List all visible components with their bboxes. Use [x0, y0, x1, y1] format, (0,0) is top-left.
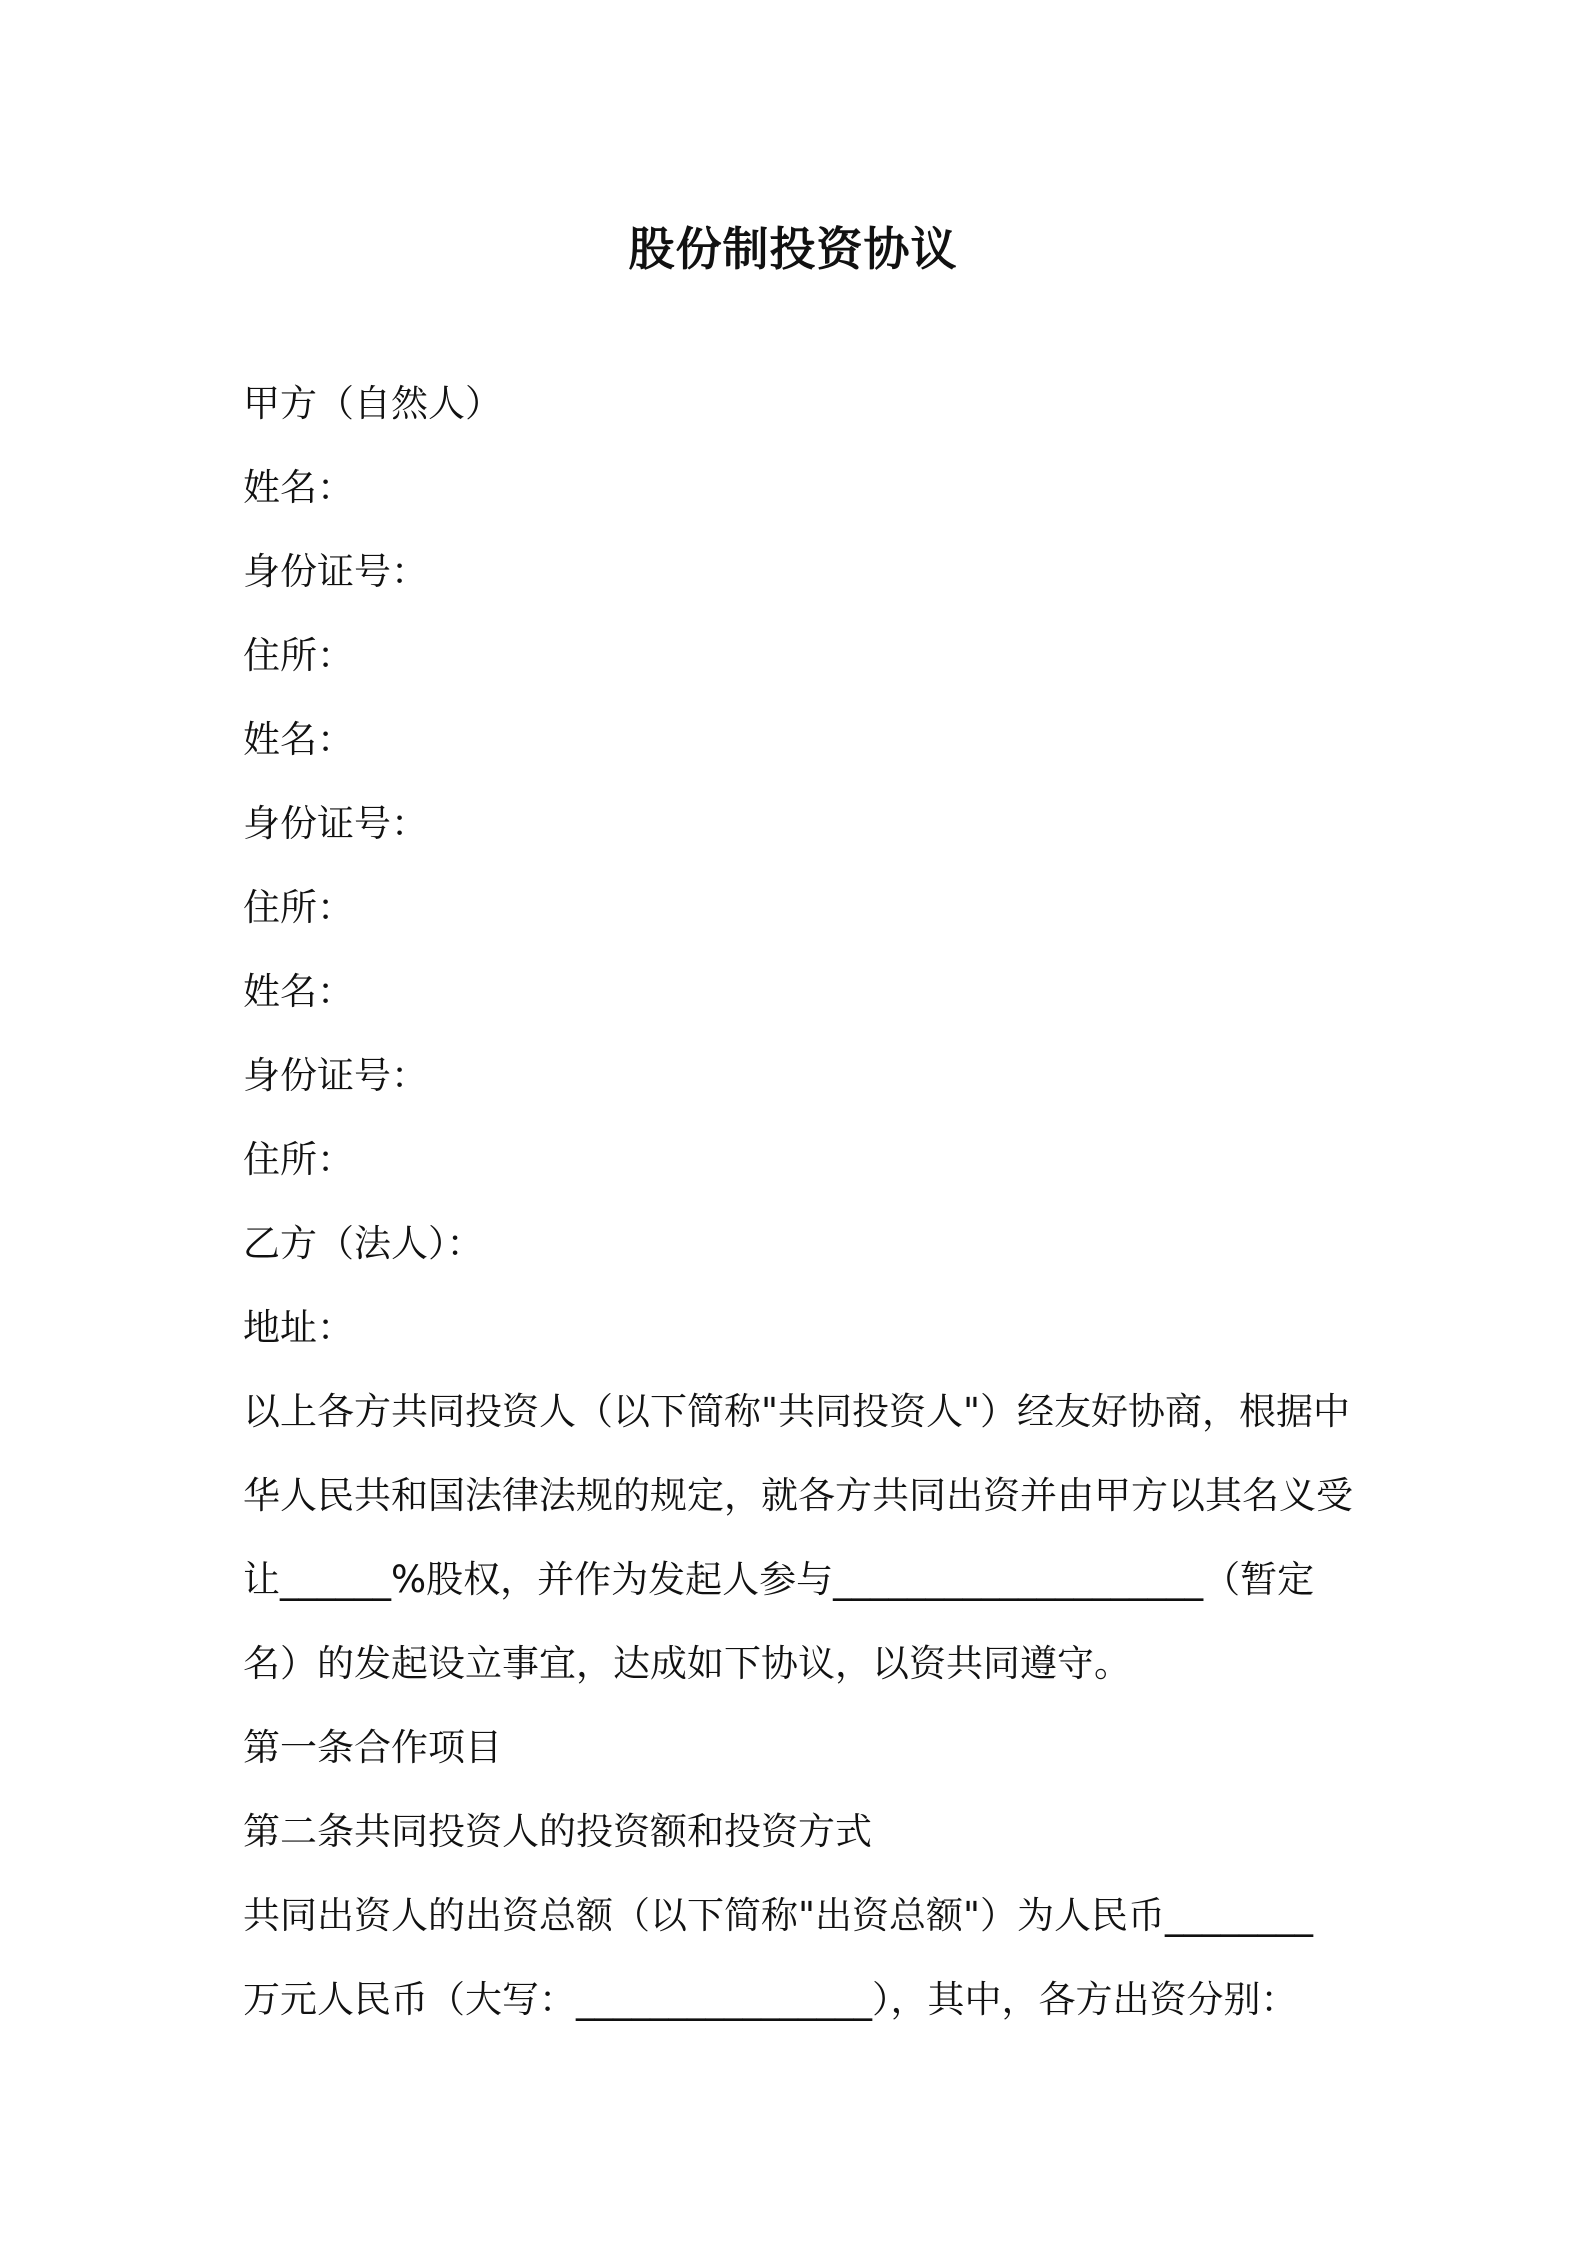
investment-paragraph-line-2: 万元人民币（大写：________________），其中，各方出资分别：	[243, 1978, 1298, 2021]
article-1-heading: 第一条合作项目	[243, 1726, 502, 1769]
person-3-address-label: 住所：	[243, 1138, 354, 1181]
person-1-address-label: 住所：	[243, 634, 354, 677]
article-2-heading: 第二条共同投资人的投资额和投资方式	[243, 1810, 872, 1853]
document-title: 股份制投资协议	[628, 222, 958, 276]
party-b-address-label: 地址：	[243, 1306, 354, 1349]
investment-paragraph-line-1: 共同出资人的出资总额（以下简称"出资总额"）为人民币________	[243, 1894, 1314, 1937]
person-2-id-label: 身份证号：	[243, 802, 428, 845]
person-1-name-label: 姓名：	[243, 466, 354, 509]
intro-paragraph-line-3: 让______%股权，并作为发起人参与____________________（暂定	[243, 1558, 1315, 1601]
person-3-id-label: 身份证号：	[243, 1054, 428, 1097]
party-a-heading: 甲方（自然人）	[243, 382, 502, 425]
person-3-name-label: 姓名：	[243, 970, 354, 1013]
intro-paragraph-line-4: 名）的发起设立事宜，达成如下协议，以资共同遵守。	[243, 1642, 1131, 1685]
person-2-name-label: 姓名：	[243, 718, 354, 761]
person-1-id-label: 身份证号：	[243, 550, 428, 593]
intro-paragraph-line-2: 华人民共和国法律法规的规定，就各方共同出资并由甲方以其名义受	[243, 1474, 1353, 1517]
person-2-address-label: 住所：	[243, 886, 354, 929]
party-b-heading: 乙方（法人）：	[243, 1222, 484, 1265]
document-body	[243, 362, 1368, 2042]
intro-paragraph-line-1: 以上各方共同投资人（以下简称"共同投资人"）经友好协商，根据中	[243, 1390, 1351, 1433]
